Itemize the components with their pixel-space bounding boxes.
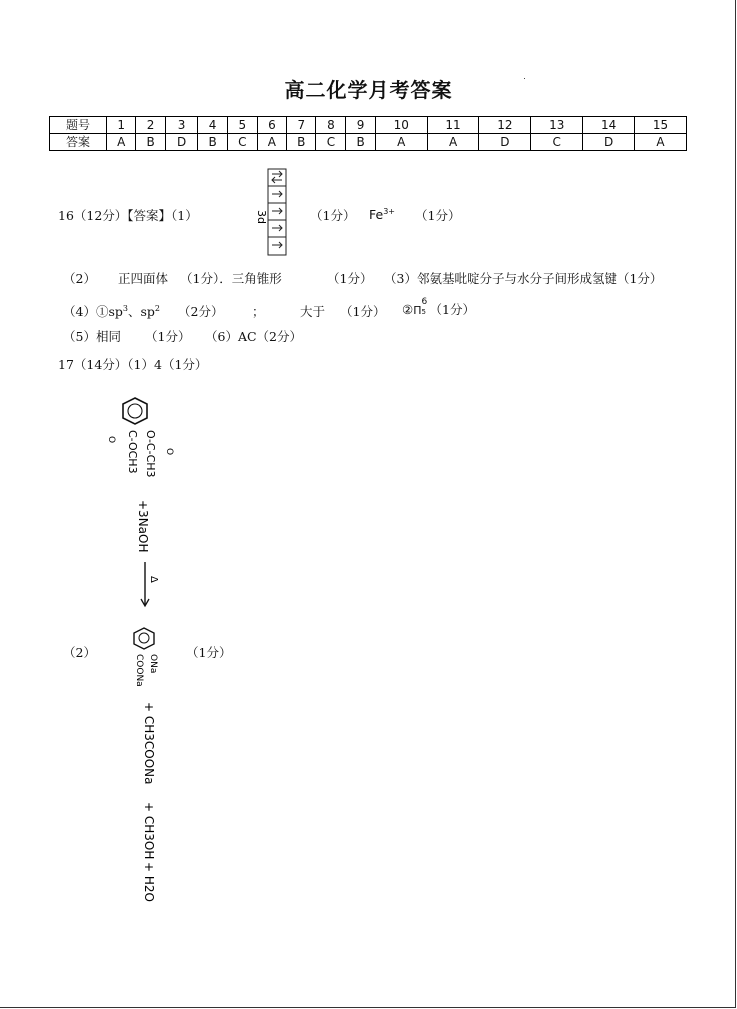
paired-arrows-icon: [272, 171, 282, 183]
hybrid-1: （4）①sp: [63, 304, 123, 319]
q16-part5-score: （1分）: [145, 329, 191, 344]
answer-cell: B: [136, 134, 165, 151]
up-arrow-icon: [272, 242, 282, 248]
methyl-ester-group: C-OCH3: [126, 430, 139, 474]
orbital-label: 3d: [255, 210, 268, 224]
hybrid-mid: 、sp: [127, 304, 155, 319]
q16-part3: （3）邻氨基吡啶分子与水分子间形成氢键（1分）: [384, 271, 663, 286]
carboxylate-group: COONa: [134, 654, 144, 687]
orbital-box: [268, 169, 286, 255]
answer-cell: C: [316, 134, 346, 151]
fe-symbol: Fe: [369, 207, 384, 223]
q16-shape2: （1分）．三角锥形: [180, 271, 282, 286]
orbital-diagram: [246, 165, 296, 260]
reactant-structure: [95, 390, 175, 620]
q16-part6: （6）AC（2分）: [205, 329, 302, 344]
q16-semicolon: ；: [252, 304, 265, 319]
reactant-o1: O: [164, 448, 174, 456]
pi-score: （1分）: [429, 302, 475, 317]
q16-score-shape2: （1分）: [327, 271, 373, 286]
row-label-answer: 答案: [50, 134, 107, 151]
q16-part4-score: （2分）: [178, 304, 224, 319]
benzene-ring-icon: [123, 398, 147, 424]
up-arrow-icon: [272, 225, 282, 231]
q16-part5: （5）相同: [63, 329, 121, 344]
hybrid-sup1: 3: [122, 303, 128, 313]
q16-part4-score2: （1分）: [340, 304, 386, 319]
question-number-cell: 11: [427, 117, 479, 134]
q17-part2-score: （1分）: [186, 645, 232, 660]
product-sodium-acetate: + CH3COONa: [142, 702, 156, 785]
stray-dot: [524, 78, 525, 79]
circle-two: ②: [402, 302, 414, 317]
question-number-cell: 2: [136, 117, 165, 134]
reactant-o2: O: [106, 436, 116, 444]
question-number-cell: 10: [375, 117, 427, 134]
q16-pi-bond: [402, 297, 475, 318]
question-number-cell: 3: [165, 117, 198, 134]
product-water: + H2O: [142, 862, 156, 902]
answer-cell: A: [635, 134, 687, 151]
answer-table: [49, 116, 687, 151]
pi-symbol: Π: [413, 304, 422, 317]
hybrid-sup2: 2: [154, 303, 160, 313]
up-arrow-icon: [272, 191, 282, 197]
q16-shape1: 正四面体: [118, 271, 169, 286]
up-arrow-icon: [272, 208, 282, 214]
answer-cell: B: [198, 134, 227, 151]
q16-part4: [63, 302, 160, 320]
fe-ion: [369, 207, 395, 222]
heat-condition: Δ: [148, 576, 159, 583]
row-label-number: 题号: [50, 117, 107, 134]
answer-cell: A: [107, 134, 136, 151]
answer-row: [50, 134, 687, 151]
question-number-cell: 6: [257, 117, 286, 134]
product-structures: [115, 624, 185, 914]
q16-score1: （1分）: [310, 208, 356, 223]
answer-cell: D: [479, 134, 531, 151]
reagent-naoh: +3NaOH: [136, 500, 150, 553]
q17-intro: 17（14分）（1）4（1分）: [58, 357, 208, 372]
question-number-cell: 12: [479, 117, 531, 134]
question-number-cell: 15: [635, 117, 687, 134]
question-number-cell: 13: [531, 117, 583, 134]
q17-part2-num: （2）: [63, 645, 96, 660]
answer-cell: B: [346, 134, 375, 151]
question-number-cell: 9: [346, 117, 375, 134]
ester-group: O-C-CH3: [144, 430, 157, 478]
aromatic-circle-icon: [139, 633, 149, 643]
aromatic-circle-icon: [128, 404, 142, 418]
q16-part2-num: （2）: [63, 271, 96, 286]
question-number-cell: 1: [107, 117, 136, 134]
fe-charge: 3+: [383, 207, 395, 216]
question-number-cell: 7: [287, 117, 316, 134]
answer-cell: D: [165, 134, 198, 151]
question-number-row: [50, 117, 687, 134]
pi-sub: 5: [421, 308, 426, 316]
page-title: 高二化学月考答案: [284, 78, 453, 102]
answer-cell: C: [227, 134, 257, 151]
answer-cell: A: [375, 134, 427, 151]
q16-score2: （1分）: [415, 208, 461, 223]
phenoxide-group: ONa: [148, 654, 158, 674]
q16-bigger: 大于: [300, 304, 326, 319]
benzene-ring-icon: [134, 628, 154, 649]
question-number-cell: 4: [198, 117, 227, 134]
answer-cell: D: [583, 134, 635, 151]
answer-cell: A: [427, 134, 479, 151]
product-methanol: + CH3OH: [142, 802, 156, 860]
q16-intro: 16（12分）【答案】（1）: [58, 208, 198, 223]
answer-cell: B: [287, 134, 316, 151]
answer-cell: A: [257, 134, 286, 151]
question-number-cell: 5: [227, 117, 257, 134]
question-number-cell: 8: [316, 117, 346, 134]
pi-sup: 6: [421, 297, 428, 307]
answer-cell: C: [531, 134, 583, 151]
question-number-cell: 14: [583, 117, 635, 134]
